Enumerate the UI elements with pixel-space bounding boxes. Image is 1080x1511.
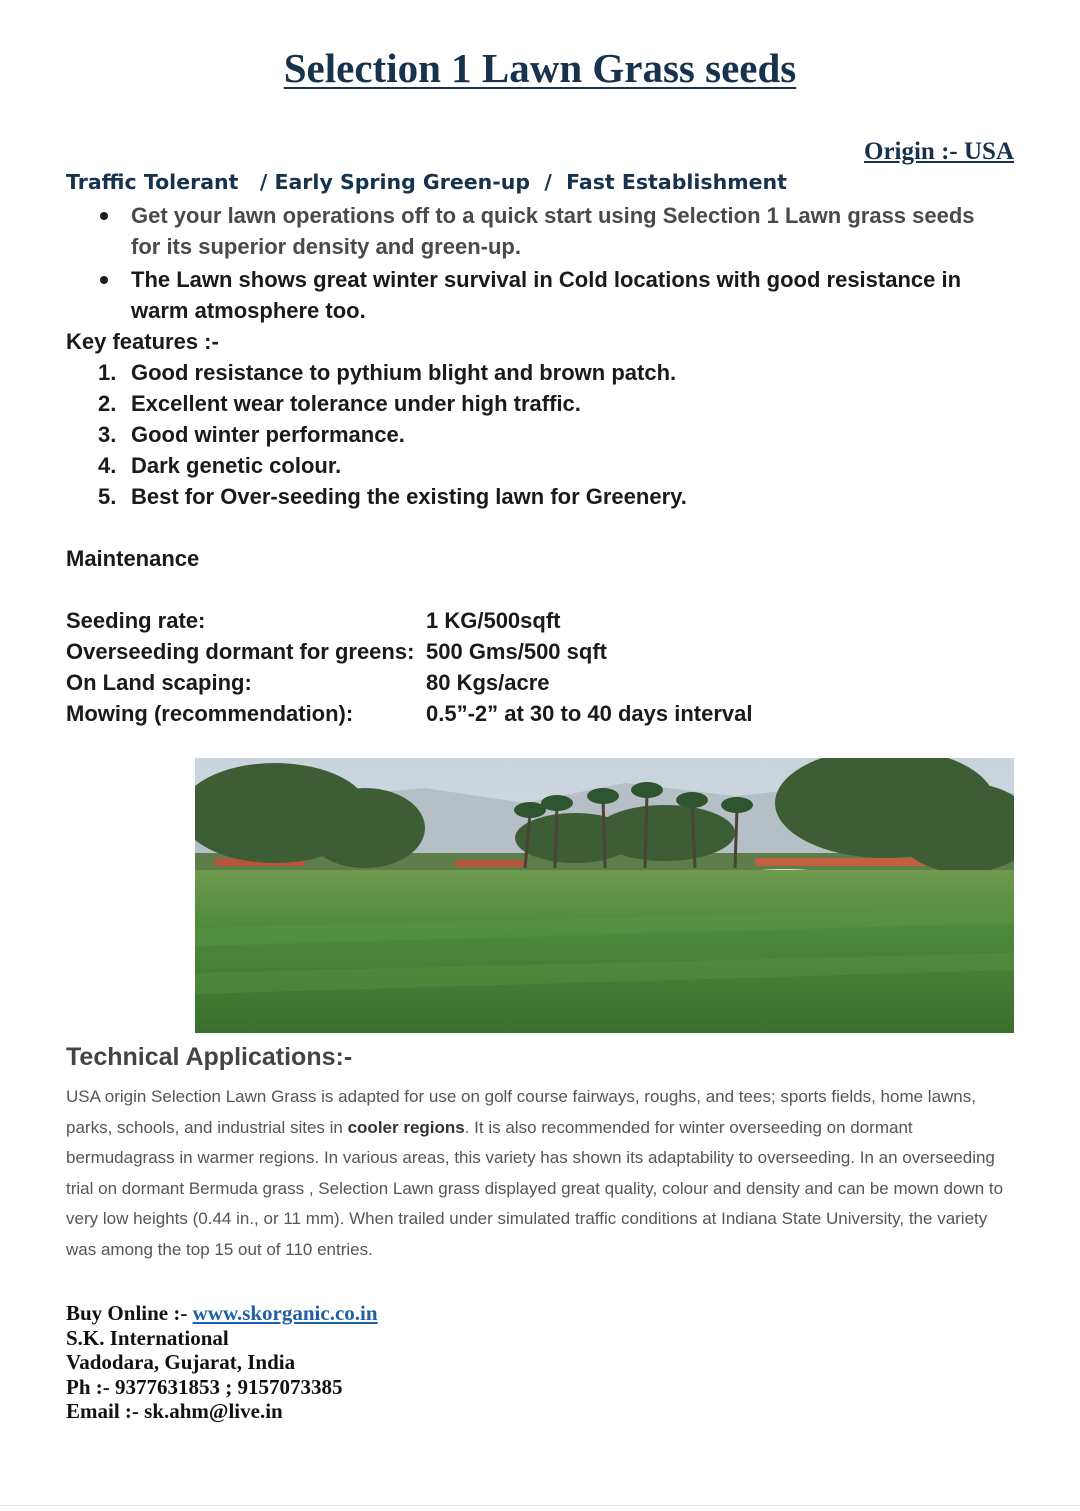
bullet-text: The Lawn shows great winter survival in Cold locations with good resistance in warm atmosphere too. (131, 267, 962, 323)
feature-number: 1. (98, 360, 117, 385)
list-item (98, 388, 687, 419)
tech-text-emphasis: cooler regions (347, 1117, 465, 1137)
company-name: S.K. International (66, 1325, 229, 1350)
tech-text-part-2: . It is also recommended for winter overseeding on dormant bermudagrass in warmer regions. In various areas, this variety has shown its adaptability to overseeding. In an overseeding trial on dormant Bermuda grass , Selection Lawn grass displayed great quality, colour and density and can be mown down to very low heights (0.44 in., or 11 mm). When trailed under simulated traffic conditions at Indiana State University, the variety was among the top 15 out of 110 entries. (66, 1117, 1004, 1259)
website-link[interactable]: www.skorganic.co.in (192, 1301, 378, 1325)
spec-row (66, 636, 753, 667)
maintenance-specs (66, 605, 753, 729)
feature-text: Good winter performance. (131, 422, 405, 447)
spec-label: Overseeding dormant for greens: (66, 639, 415, 664)
key-features-list (98, 357, 687, 512)
feature-text: Excellent wear tolerance under high traffic. (131, 391, 581, 416)
feature-number: 4. (98, 453, 117, 478)
buy-online-label: Buy Online :- (66, 1301, 193, 1325)
feature-text: Best for Over-seeding the existing lawn for Greenery. (131, 484, 687, 509)
buy-online-line (66, 1301, 378, 1326)
list-item (98, 357, 687, 388)
spec-value: 0.5”-2” at 30 to 40 days interval (426, 701, 753, 726)
contact-block (66, 1301, 378, 1424)
technical-applications-text (66, 1082, 1011, 1265)
spec-value: 80 Kgs/acre (426, 670, 550, 695)
lawn-landscape-image (195, 758, 1014, 1033)
feature-text: Good resistance to pythium blight and brown patch. (131, 360, 677, 385)
company-location: Vadodara, Gujarat, India (66, 1350, 296, 1374)
bullet-icon (100, 212, 108, 220)
spec-row (66, 667, 753, 698)
page-title: Selection 1 Lawn Grass seeds (283, 45, 797, 91)
golf-course-photo (195, 758, 1014, 1033)
traits-line: Traffic Tolerant / Early Spring Green-up / Fast Establishment (66, 170, 787, 194)
feature-text: Dark genetic colour. (131, 453, 342, 478)
maintenance-heading: Maintenance (66, 546, 200, 571)
list-item (98, 481, 687, 512)
list-item (98, 419, 687, 450)
spec-label: Mowing (recommendation): (66, 701, 354, 726)
key-features-heading: Key features :- (66, 329, 219, 354)
spec-label: Seeding rate: (66, 608, 206, 633)
spec-row (66, 605, 753, 636)
list-item (98, 264, 998, 326)
spec-value: 1 KG/500sqft (426, 608, 561, 633)
spec-value: 500 Gms/500 sqft (426, 639, 607, 664)
feature-number: 2. (98, 391, 117, 416)
tech-text-part-1: USA origin Selection Lawn Grass is adapted for use on golf course fairways, roughs, and tees; sports fields, home lawns, parks, schools, and industrial sites in (66, 1087, 976, 1137)
technical-applications-heading: Technical Applications:- (66, 1043, 353, 1071)
origin-label: Origin :- USA (864, 138, 1014, 165)
page-bottom-divider (0, 1505, 1080, 1506)
list-item (98, 200, 998, 262)
bullet-text: Get your lawn operations off to a quick start using Selection 1 Lawn grass seeds for its superior density and green-up. (131, 203, 975, 259)
phone-numbers: Ph :- 9377631853 ; 9157073385 (66, 1374, 343, 1399)
benefit-bullets (98, 200, 998, 328)
bullet-icon (100, 276, 108, 284)
spec-row (66, 698, 753, 729)
list-item (98, 450, 687, 481)
spec-label: On Land scaping: (66, 670, 252, 695)
feature-number: 3. (98, 422, 117, 447)
email-address: Email :- sk.ahm@live.in (66, 1399, 283, 1423)
feature-number: 5. (98, 484, 117, 509)
